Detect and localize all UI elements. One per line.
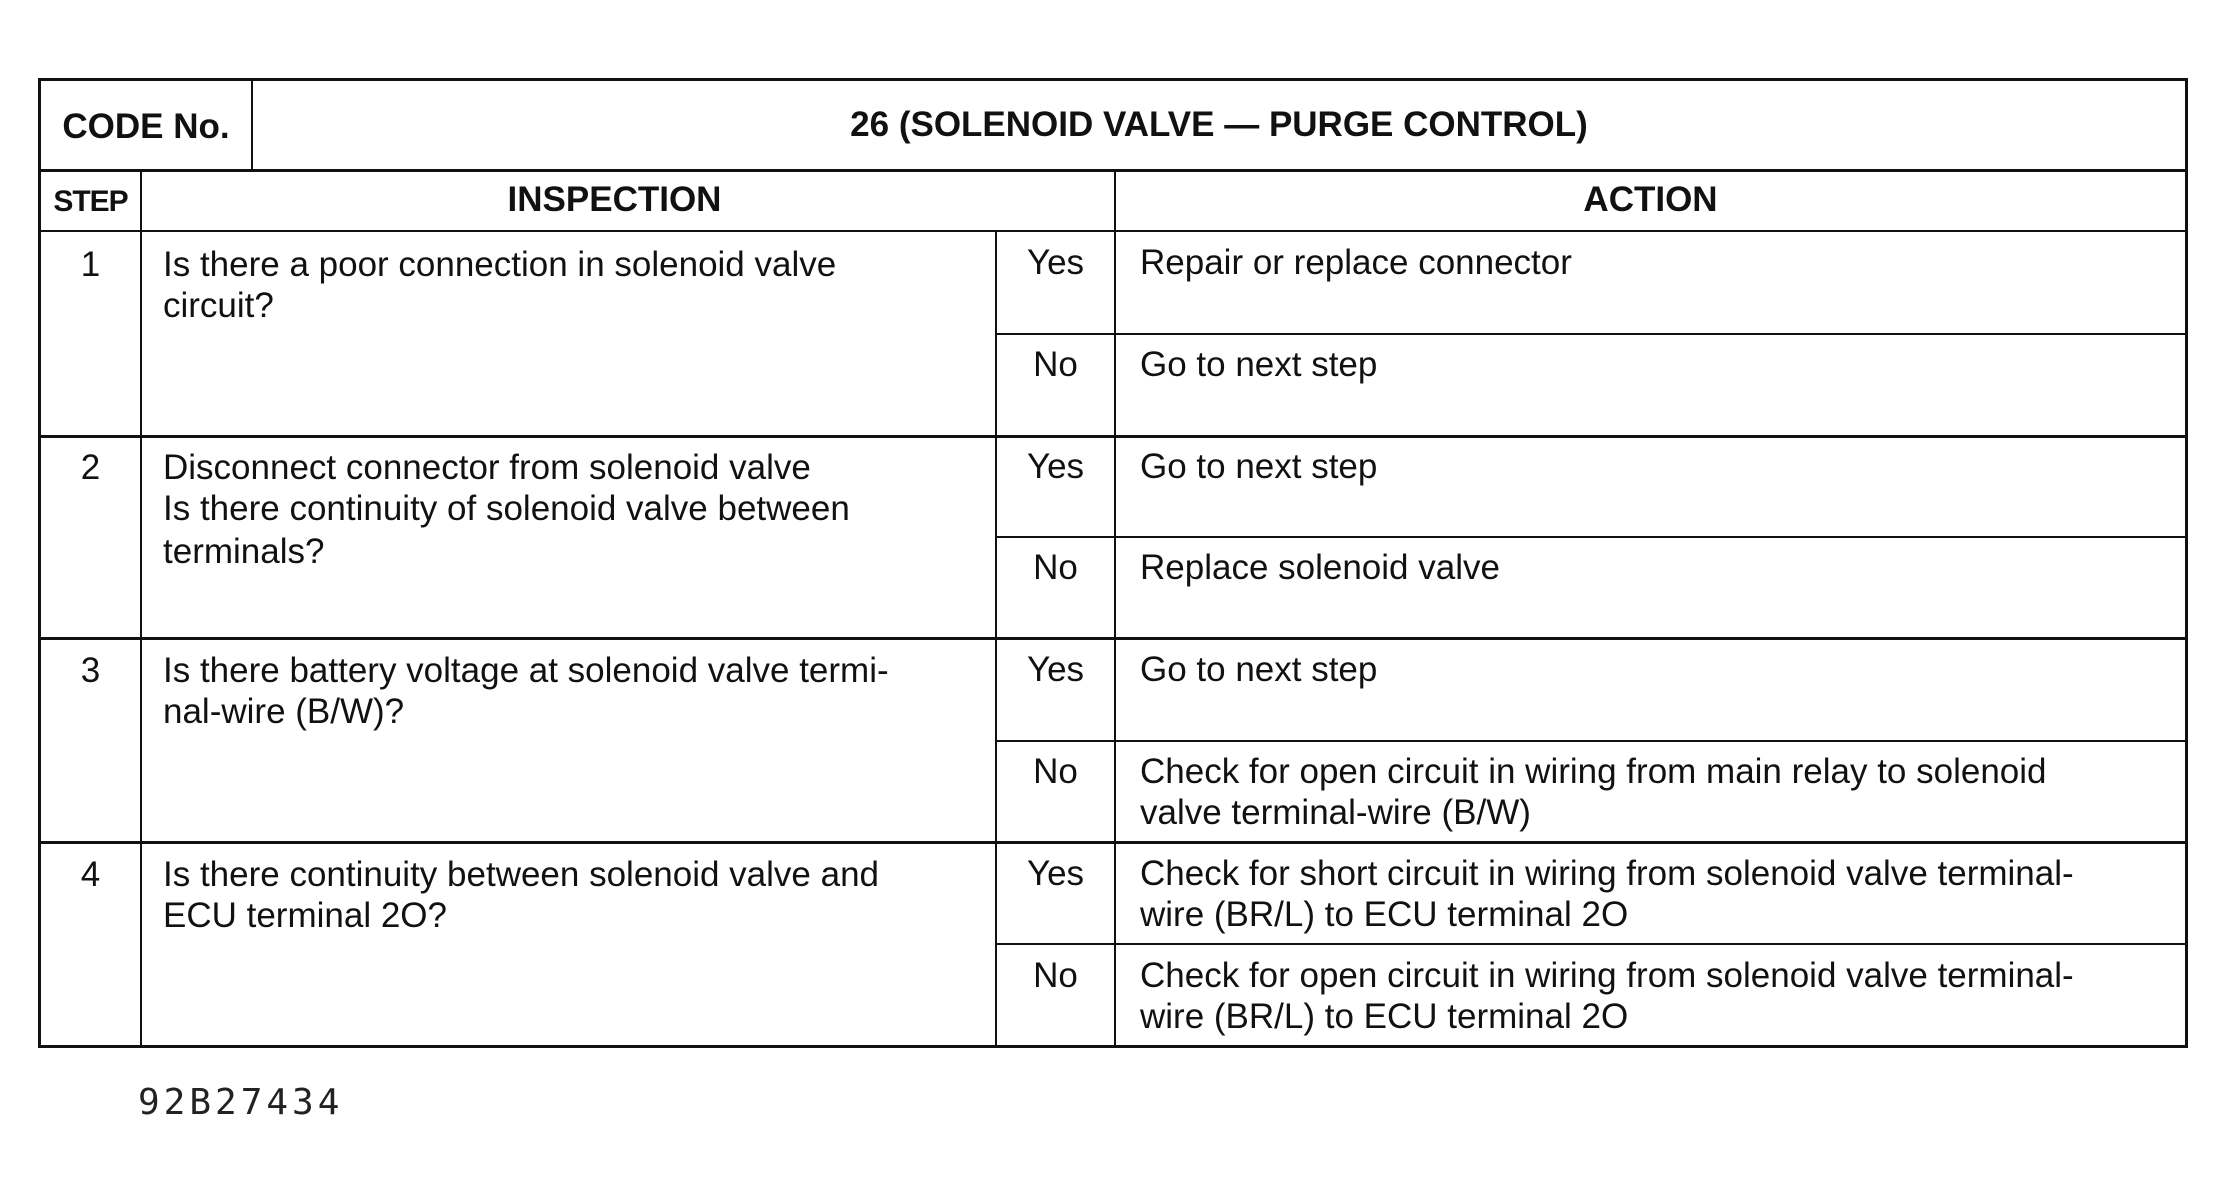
action-text: Check for open circuit in wiring from main relay to solenoid — [1140, 752, 2047, 791]
action-text: Check for short circuit in wiring from solenoid valve terminal- — [1140, 854, 2074, 893]
no-label: No — [1033, 956, 1078, 995]
row-3-bottom — [41, 841, 2185, 844]
yes-label: Yes — [1026, 447, 1085, 486]
no-label: No — [1033, 345, 1078, 384]
step-column-divider — [140, 169, 142, 1045]
inspection-text: Is there continuity between solenoid valve and — [163, 855, 880, 894]
inspection-text: circuit? — [163, 286, 274, 325]
action-column-divider — [1114, 169, 1116, 1045]
action-text: Go to next step — [1140, 447, 1378, 486]
action-text: Replace solenoid valve — [1140, 548, 1500, 587]
step-number: 4 — [80, 855, 101, 894]
action-text: wire (BR/L) to ECU terminal 2O — [1140, 895, 1629, 934]
action-text: wire (BR/L) to ECU terminal 2O — [1140, 997, 1629, 1036]
action-text: valve terminal-wire (B/W) — [1140, 793, 1531, 832]
step-number: 2 — [80, 448, 101, 487]
inspection-text: Is there a poor connection in solenoid valve — [163, 245, 837, 284]
yes-label: Yes — [1026, 854, 1085, 893]
inspection-text: Is there battery voltage at solenoid valve termi- — [163, 651, 889, 690]
inspection-text: ECU terminal 2O? — [163, 896, 447, 935]
column-header-divider — [41, 230, 2185, 232]
no-label: No — [1033, 548, 1078, 587]
action-text: Go to next step — [1140, 650, 1378, 689]
row-1-split — [995, 333, 2185, 335]
action-text: Repair or replace connector — [1140, 243, 1572, 282]
inspection-text: Is there continuity of solenoid valve between — [163, 489, 850, 528]
step-number: 3 — [80, 651, 101, 690]
row-2-bottom — [41, 637, 2185, 640]
diagnostic-table — [38, 78, 2188, 1048]
action-text: Check for open circuit in wiring from solenoid valve terminal- — [1140, 956, 2074, 995]
header-divider — [41, 169, 2185, 172]
inspection-text: nal-wire (B/W)? — [163, 692, 405, 731]
yes-label: Yes — [1026, 243, 1085, 282]
step-column-header: STEP — [53, 185, 128, 218]
row-4-split — [995, 943, 2185, 945]
no-label: No — [1033, 752, 1078, 791]
row-3-split — [995, 740, 2185, 742]
step-number: 1 — [80, 245, 101, 284]
code-title: 26 (SOLENOID VALVE — PURGE CONTROL) — [850, 105, 1588, 144]
row-2-split — [995, 536, 2185, 538]
action-column-header: ACTION — [1583, 180, 1718, 219]
inspection-text: terminals? — [163, 532, 325, 571]
code-label: CODE No. — [62, 107, 230, 146]
inspection-column-header: INSPECTION — [507, 180, 722, 219]
row-1-bottom — [41, 435, 2185, 438]
action-text: Go to next step — [1140, 345, 1378, 384]
yes-label: Yes — [1026, 650, 1085, 689]
inspection-text: Disconnect connector from solenoid valve — [163, 448, 811, 487]
figure-code: 92B27434 — [138, 1082, 344, 1123]
